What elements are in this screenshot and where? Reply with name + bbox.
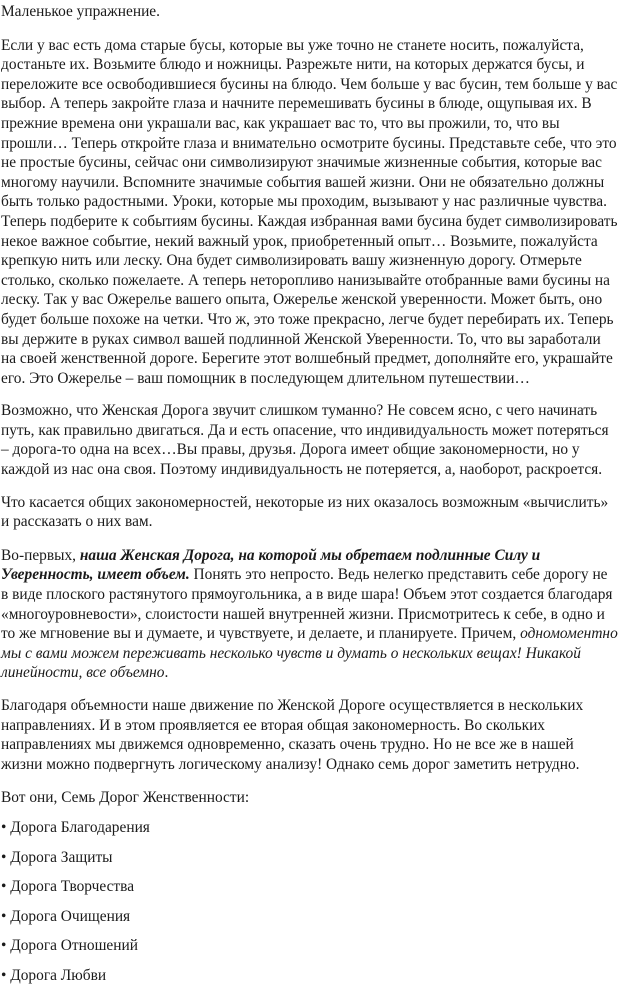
first-regularity-italic: одномоментно мы с вами можем переживать несколько чувств и думать о нескольких вещах! Никакой линейности, все объемно [1, 625, 618, 682]
exercise-paragraph: Если у вас есть дома старые бусы, которые вы уже точно не станете носить, пожалуйста, достаньте их. Возьмите блюдо и ножницы. Разрежьте нити, на которых держатся бусы, и переложите все освободившиеся бусины на блюдо. Чем больше у вас бусин, тем больше у вас выбор. А теперь закройте глаза и начните перемешивать бусины в блюде, ощупывая их. В прежние времена они украшали вас, как украшает вас то, что вы прожили, то, что вы прошли… Теперь откройте глаза и внимательно осмотрите бусины. Представьте себе, что это не простые бусины, сейчас они символизируют значимые жизненные события, которые вас многому научили. Вспомните значимые события вашей жизни. Они не обязательно должны быть только радостными. Уроки, которые мы проходим, вызывают у нас различные чувства. Теперь подберите к событиям бусины. Каждая избранная вами бусина будет символизировать некое важное событие, некий важный урок, приобретенный опыт… Возьмите, пожалуйста крепкую нить или леску. Она будет символизировать вашу жизненную дорогу. Отмерьте столько, сколько пожелаете. А теперь неторопливо нанизывайте отобранные вами бусины на леску. Так у вас Ожерелье вашего опыта, Ожерелье женской уверенности. Может быть, оно будет больше похоже на четки. Что ж, это тоже прекрасно, легче будет перебирать их. Теперь вы держите в руках символ вашей подлинной Женской Уверенности. То, что вы заработали на своей женственной дороге. Берегите этот волшебный предмет, дополняйте его, украшайте его. Это Ожерелье – ваш помощник в последующем длительном путешествии… [1, 36, 618, 387]
first-regularity-body: Понять это непросто. Ведь нелегко представить себе дорогу не в виде плоского растянутого прямоугольника, а в виде шара! Объем этот создается благодаря «многоуровневости», слоистости нашей внутренней жизни. Присмотритесь к себе, в одно и то же мгновение вы и думаете, и чувствуете, и делаете, и планируете. Причем, [1, 566, 613, 643]
list-item: • Дорога Отношений [1, 937, 138, 955]
first-regularity-end: . [164, 664, 169, 682]
first-regularity-lead: Во-первых, [1, 546, 80, 564]
list-item: • Дорога Благодарения [1, 818, 150, 836]
womens-road-paragraph: Возможно, что Женская Дорога звучит слишком туманно? Не совсем ясно, с чего начинать путь, как правильно двигаться. Да и есть опасение, что индивидуальность может потеряться – дорога-то одна на всех…Вы правы, друзья. Дорога имеет общие закономерности, но у каждой из нас она своя. Поэтому индивидуальность не потеряется, а, наоборот, раскроется. [1, 402, 609, 479]
list-item: • Дорога Творчества [1, 878, 135, 896]
seven-roads-list [1, 818, 618, 986]
regularities-paragraph: Что касается общих закономерностей, некоторые из них оказалось возможным «вычислить» и рассказать о них вам. [1, 493, 609, 531]
exercise-heading: Маленькое упражнение. [1, 3, 160, 20]
first-regularity-emphasis: наша Женская Дорога, на которой мы обретаем подлинные Силу и Уверенность, имеет объем. [1, 546, 541, 584]
list-item: • Дорога Очищения [1, 907, 131, 925]
list-item: • Дорога Защиты [1, 848, 113, 866]
list-item: • Дорога Любви [1, 966, 107, 984]
first-regularity-paragraph [1, 546, 618, 683]
seven-roads-intro: Вот они, Семь Дорог Женственности: [1, 789, 250, 807]
second-regularity-paragraph: Благодаря объемности наше движение по Женской Дороге осуществляется в нескольких направлениях. И в этом проявляется ее вторая общая закономерность. Во скольких направлениях мы движемся одновременно, сказать очень трудно. Но не все же в нашей жизни можно подвергнуть логическому анализу! Однако семь дорог заметить нетрудно. [1, 697, 584, 773]
